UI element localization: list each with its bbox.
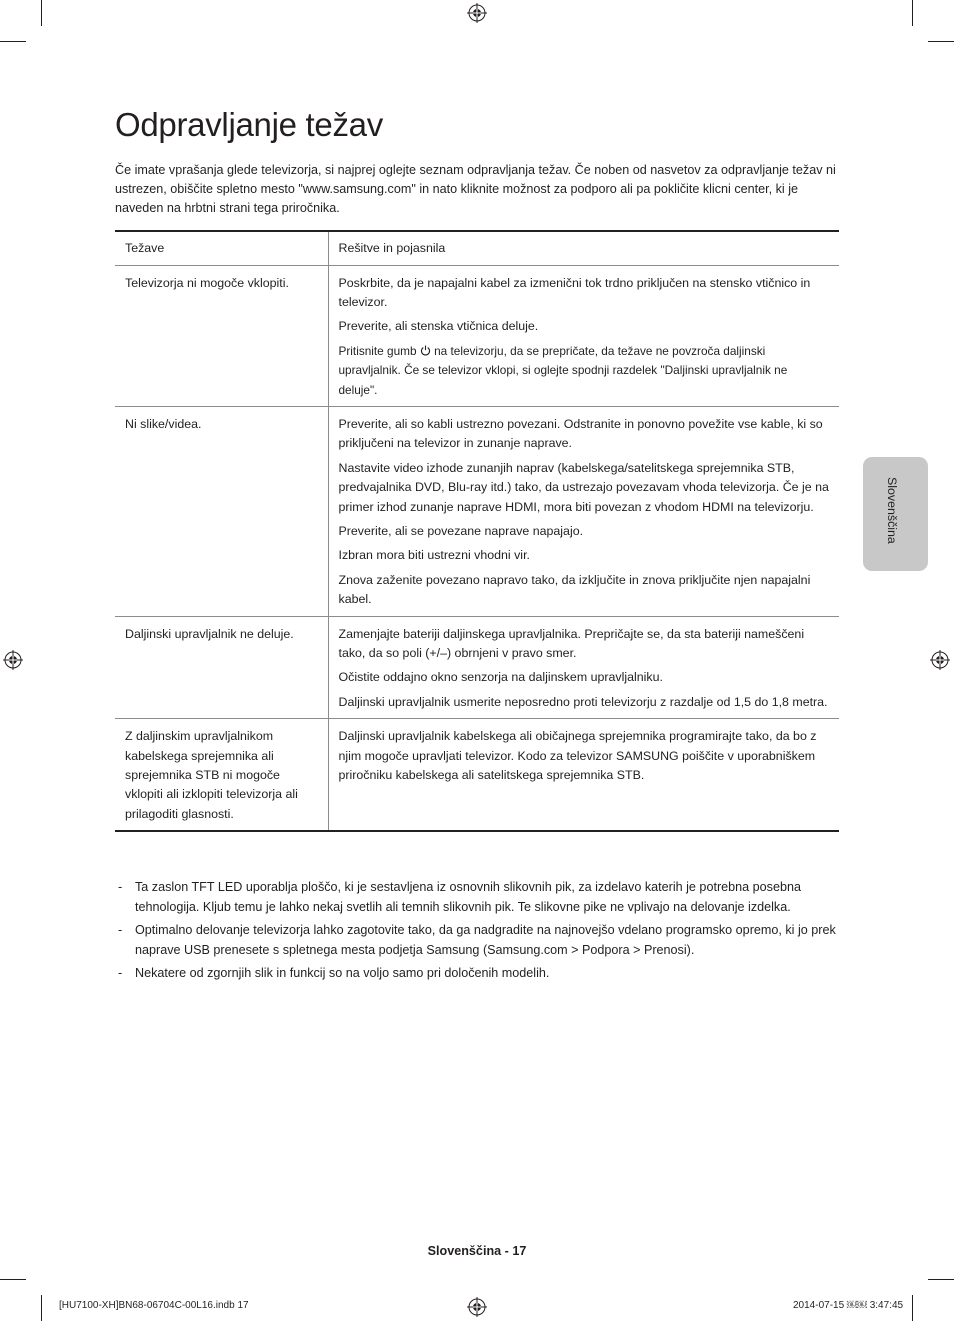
- registration-mark-icon: [467, 3, 487, 23]
- problem-cell: Ni slike/videa.: [115, 406, 328, 616]
- note-marker: -: [118, 966, 123, 980]
- solution-item: Preverite, ali se povezane naprave napajajo.: [338, 523, 584, 538]
- solution-item: Nastavite video izhode zunanjih naprav (kabelskega/satelitskega sprejemnika STB, predvajalnika DVD, Blu-ray itd.) tako, da ustrezajo povezavam vhoda televizorja. Če je na primer izhod zunanje naprave HDMI, mora biti povezan z vhodom HDMI na televizorju.: [338, 460, 829, 514]
- problem-cell: Daljinski upravljalnik ne deluje.: [115, 616, 328, 719]
- language-side-tab: [863, 457, 928, 571]
- note-item: [115, 920, 840, 960]
- table-row: [115, 616, 839, 719]
- solution-item: Zamenjajte bateriji daljinskega upravljalnika. Prepričajte se, da sta bateriji nameščeni tako, da so poli (+/–) obrnjeni v pravo smer.: [338, 626, 805, 660]
- notes-list: [115, 877, 840, 986]
- solution-item: Daljinski upravljalnik usmerite neposredno proti televizorju z razdalje od 1,5 do 1,8 metra.: [338, 694, 828, 709]
- table-row: [115, 406, 839, 616]
- table-header-row: [115, 231, 839, 265]
- solution-item: Očistite oddajno okno senzorja na daljinskem upravljalniku.: [338, 670, 663, 685]
- column-header-problems: Težave: [115, 231, 328, 265]
- crop-mark: [41, 1295, 42, 1321]
- problem-cell: Televizorja ni mogoče vklopiti.: [115, 265, 328, 406]
- solution-item: [339, 342, 830, 400]
- column-header-solutions: Rešitve in pojasnila: [328, 231, 839, 265]
- solution-text: na televizorju, da se prepričate, da težave ne povzroča daljinski upravljalnik. Če se televizor vklopi, si oglejte spodnji razdelek "Daljinski upravljalnik ne deluje".: [338, 343, 788, 397]
- solution-item: Daljinski upravljalnik kabelskega ali običajnega sprejemnika programirajte tako, da bo z njim mogoče upravljati televizor. Kodo za televizor SAMSUNG poiščite v uporabniškem priročniku kabelskega ali satelitskega sprejemnika STB.: [338, 729, 817, 783]
- registration-mark-icon: [467, 1297, 487, 1317]
- language-side-tab-label: Slovenščina: [885, 477, 899, 544]
- registration-mark-icon: [3, 650, 23, 670]
- print-file-info: [HU7100-XH]BN68-06704C-00L16.indb 17: [59, 1300, 249, 1311]
- intro-paragraph: Če imate vprašanja glede televizorja, si najprej oglejte seznam odpravljanja težav. Če noben od nasvetov za odpravljanje težav ni ustrezen, obiščite spletno mesto "www.samsung.com" in nato kliknite možnost za podporo ali pa pokličite klicni center, ki je naveden na hrbtni strani tega priročnika.: [115, 163, 836, 215]
- solution-item: Znova zaženite povezano napravo tako, da izključite in znova priključite njen napajalni kabel.: [338, 572, 811, 607]
- table-row: [115, 265, 839, 406]
- solution-cell: [328, 265, 839, 406]
- crop-mark: [912, 1295, 913, 1321]
- page-number: Slovenščina - 17: [427, 1244, 527, 1258]
- note-marker: -: [118, 880, 123, 894]
- crop-mark: [0, 41, 26, 42]
- note-text: Nekatere od zgornjih slik in funkcij so na voljo samo pri določenih modelih.: [135, 966, 550, 980]
- power-icon: [420, 345, 431, 356]
- crop-mark: [928, 1279, 954, 1280]
- note-item: [115, 877, 840, 917]
- solution-item: Preverite, ali so kabli ustrezno povezani. Odstranite in ponovno povežite vse kable, ki so priključeni na televizor in zunanje naprave.: [338, 416, 823, 451]
- note-item: [115, 963, 840, 983]
- table-row: [115, 719, 839, 832]
- problem-cell: Z daljinskim upravljalnikom kabelskega sprejemnika ali sprejemnika STB ni mogoče vklopiti ali izklopiti televizorja ali prilagoditi glasnosti.: [115, 719, 328, 832]
- solution-cell: [328, 616, 839, 719]
- solution-cell: [328, 719, 839, 832]
- registration-mark-icon: [930, 650, 950, 670]
- print-timestamp: 2014-07-15 ￼￼ 3:47:45: [793, 1300, 904, 1311]
- page-title: Odpravljanje težav: [115, 106, 383, 143]
- note-text: Optimalno delovanje televizorja lahko zagotovite tako, da ga nadgradite na najnovejšo vdelano programsko opremo, ki jo prek naprave USB prenesete s spletnega mesta podjetja Samsung (Samsung.com > Podpora > Prenosi).: [135, 923, 836, 957]
- solution-item: Poskrbite, da je napajalni kabel za izmenični tok trdno priključen na stensko vtičnico in televizor.: [338, 275, 811, 309]
- note-text: Ta zaslon TFT LED uporablja ploščo, ki je sestavljena iz osnovnih slikovnih pik, za izdelavo katerih je potrebna posebna tehnologija. Kljub temu je lahko nekaj svetlih ali temnih slikovnih pik. Te slikovne pike ne vplivajo na delovanje izdelka.: [135, 880, 801, 914]
- solution-item: Preverite, ali stenska vtičnica deluje.: [338, 319, 539, 334]
- solution-text: Pritisnite gumb: [338, 343, 417, 358]
- crop-mark: [41, 0, 42, 26]
- troubleshooting-table: [115, 230, 839, 832]
- solution-item: Izbran mora biti ustrezni vhodni vir.: [338, 548, 530, 563]
- crop-mark: [912, 0, 913, 26]
- note-marker: -: [118, 923, 123, 937]
- solution-cell: [328, 406, 839, 616]
- crop-mark: [928, 41, 954, 42]
- crop-mark: [0, 1279, 26, 1280]
